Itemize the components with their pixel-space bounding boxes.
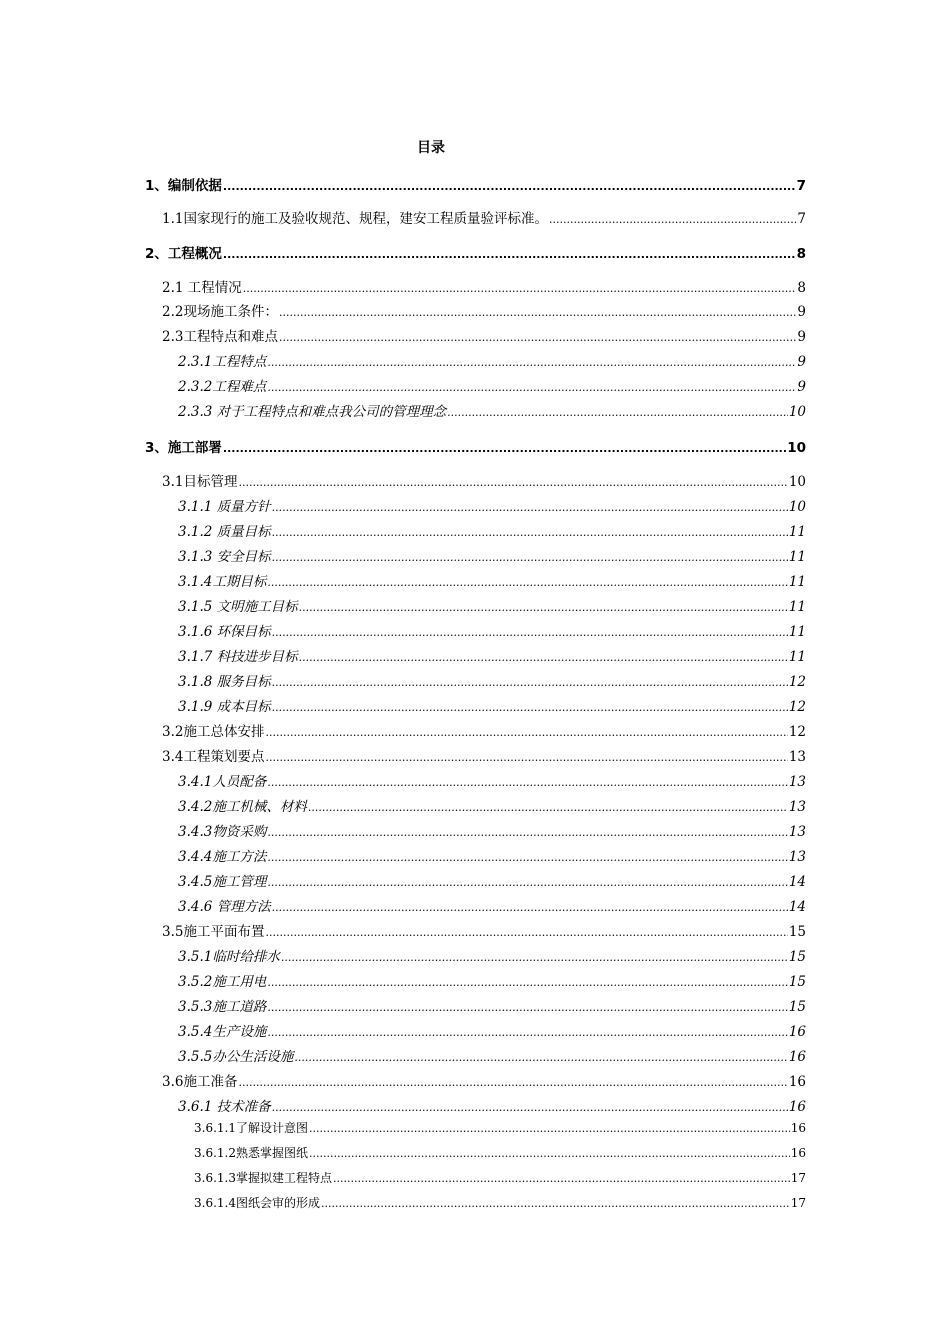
toc-entry[interactable] bbox=[178, 495, 806, 515]
toc-entry-label: 3.1.4工期目标 bbox=[178, 574, 267, 590]
toc-entry[interactable] bbox=[145, 242, 806, 262]
toc-entry-label: 2.3.1工程特点 bbox=[178, 354, 267, 370]
toc-entry-page: 11 bbox=[788, 524, 806, 540]
dot-leader bbox=[308, 801, 788, 814]
toc-entry-label: 3.5.5办公生活设施 bbox=[178, 1049, 294, 1065]
toc-entry-page: 7 bbox=[797, 211, 806, 227]
toc-entry-page: 10 bbox=[788, 404, 806, 420]
toc-entry-label: 3.5.3施工道路 bbox=[178, 999, 267, 1015]
toc-entry-page: 13 bbox=[788, 849, 806, 865]
toc-entry-page: 16 bbox=[790, 1121, 806, 1135]
toc-entry-label: 3.5.2施工用电 bbox=[178, 974, 267, 990]
toc-entry-label: 2、工程概况 bbox=[145, 246, 222, 262]
toc-entry-label: 3.2施工总体安排 bbox=[162, 724, 265, 740]
dot-leader bbox=[447, 406, 788, 419]
dot-leader bbox=[272, 551, 788, 564]
toc-entry[interactable] bbox=[178, 845, 806, 865]
toc-entry[interactable] bbox=[178, 695, 806, 715]
dot-leader bbox=[267, 576, 787, 589]
dot-leader bbox=[238, 1076, 787, 1089]
toc-entry[interactable] bbox=[178, 795, 806, 815]
toc-entry-label: 3.6.1.3掌握拟建工程特点 bbox=[194, 1171, 332, 1185]
toc-entry-label: 1.1国家现行的施工及验收规范、规程，建安工程质量验评标准。 bbox=[162, 211, 548, 227]
toc-entry[interactable] bbox=[162, 745, 806, 765]
toc-entry[interactable] bbox=[178, 945, 806, 965]
toc-entry[interactable] bbox=[162, 276, 806, 296]
dot-leader bbox=[272, 901, 788, 914]
toc-entry[interactable] bbox=[194, 1119, 806, 1136]
toc-entry[interactable] bbox=[162, 1070, 806, 1090]
toc-entry-label: 3.5施工平面布置 bbox=[162, 924, 265, 940]
toc-entry-label: 3、施工部署 bbox=[145, 440, 222, 456]
dot-leader bbox=[272, 526, 788, 539]
toc-entry-page: 10 bbox=[788, 474, 806, 490]
dot-leader bbox=[549, 213, 796, 226]
toc-entry-label: 3.4.4施工方法 bbox=[178, 849, 267, 865]
toc-entry-label: 3.5.1临时给排水 bbox=[178, 949, 280, 965]
toc-entry-page: 16 bbox=[788, 1024, 806, 1040]
toc-entry-page: 11 bbox=[788, 599, 806, 615]
toc-entry[interactable] bbox=[194, 1194, 806, 1211]
toc-entry-label: 3.1.6 环保目标 bbox=[178, 624, 271, 640]
toc-entry-page: 8 bbox=[796, 246, 806, 262]
dot-leader bbox=[321, 1197, 790, 1210]
dot-leader bbox=[267, 826, 787, 839]
toc-entry[interactable] bbox=[162, 325, 806, 345]
toc-entry-label: 1、编制依据 bbox=[145, 178, 222, 194]
toc-entry-label: 2.3.2工程难点 bbox=[178, 379, 267, 395]
toc-entry[interactable] bbox=[162, 300, 806, 320]
toc-entry[interactable] bbox=[194, 1169, 806, 1186]
toc-entry-label: 3.4工程策划要点 bbox=[162, 749, 265, 765]
toc-title: 目录 bbox=[417, 140, 445, 156]
toc-entry[interactable] bbox=[178, 595, 806, 615]
toc-entry-page: 10 bbox=[787, 440, 806, 456]
dot-leader bbox=[272, 1101, 788, 1114]
toc-entry-label: 3.6.1.4图纸会审的形成 bbox=[194, 1196, 320, 1210]
toc-entry[interactable] bbox=[178, 570, 806, 590]
dot-leader bbox=[265, 751, 787, 764]
toc-entry-page: 10 bbox=[788, 499, 806, 515]
dot-leader bbox=[267, 776, 787, 789]
toc-entry[interactable] bbox=[162, 720, 806, 740]
toc-entry-label: 3.1.3 安全目标 bbox=[178, 549, 271, 565]
toc-entry-label: 3.1.9 成本目标 bbox=[178, 699, 271, 715]
toc-entry-label: 3.4.5施工管理 bbox=[178, 874, 267, 890]
toc-entry-label: 3.6.1.2熟悉掌握图纸 bbox=[194, 1146, 308, 1160]
dot-leader bbox=[272, 701, 788, 714]
toc-entry-page: 9 bbox=[797, 379, 806, 395]
toc-entry-page: 17 bbox=[790, 1196, 806, 1210]
toc-entry-label: 2.2现场施工条件： bbox=[162, 304, 278, 320]
toc-entry-label: 2.3工程特点和难点 bbox=[162, 329, 278, 345]
toc-entry-page: 15 bbox=[788, 949, 806, 965]
toc-entry[interactable] bbox=[178, 545, 806, 565]
toc-entry-page: 11 bbox=[788, 549, 806, 565]
dot-leader bbox=[267, 876, 787, 889]
toc-entry-label: 3.6.1 技术准备 bbox=[178, 1099, 271, 1115]
dot-leader bbox=[272, 501, 788, 514]
toc-entry-label: 3.1.5 文明施工目标 bbox=[178, 599, 298, 615]
toc-entry-page: 13 bbox=[788, 824, 806, 840]
toc-entry-page: 16 bbox=[788, 1099, 806, 1115]
toc-entry-page: 11 bbox=[788, 624, 806, 640]
toc-entry[interactable] bbox=[178, 1020, 806, 1040]
toc-entry[interactable] bbox=[162, 470, 806, 490]
toc-entry[interactable] bbox=[145, 174, 806, 194]
toc-entry[interactable] bbox=[178, 970, 806, 990]
toc-entry-page: 16 bbox=[788, 1049, 806, 1065]
dot-leader bbox=[265, 926, 787, 939]
toc-entry[interactable] bbox=[178, 645, 806, 665]
toc-entry-page: 9 bbox=[797, 354, 806, 370]
toc-entry-page: 13 bbox=[788, 749, 806, 765]
toc-entry[interactable] bbox=[178, 895, 806, 915]
toc-entry-page: 15 bbox=[788, 999, 806, 1015]
toc-entry-page: 13 bbox=[788, 799, 806, 815]
toc-entry-page: 11 bbox=[788, 649, 806, 665]
toc-entry-label: 2.3.3 对于工程特点和难点我公司的管理理念 bbox=[178, 404, 447, 420]
dot-leader bbox=[299, 651, 788, 664]
dot-leader bbox=[243, 282, 797, 295]
dot-leader bbox=[299, 601, 788, 614]
toc-entry[interactable] bbox=[178, 350, 806, 370]
toc-entry-page: 12 bbox=[788, 699, 806, 715]
toc-entry-page: 12 bbox=[788, 674, 806, 690]
toc-entry-label: 3.1.1 质量方针 bbox=[178, 499, 271, 515]
toc-entry-label: 3.6.1.1了解设计意图 bbox=[194, 1121, 308, 1135]
dot-leader bbox=[279, 331, 796, 344]
dot-leader bbox=[223, 248, 796, 261]
dot-leader bbox=[223, 442, 786, 455]
toc-entry-label: 3.4.3物资采购 bbox=[178, 824, 267, 840]
toc-entry-label: 2.1 工程情况 bbox=[162, 280, 242, 296]
toc-entry-page: 9 bbox=[797, 329, 806, 345]
dot-leader bbox=[267, 381, 796, 394]
toc-entry-page: 15 bbox=[788, 974, 806, 990]
toc-entry-page: 13 bbox=[788, 774, 806, 790]
toc-entry-page: 16 bbox=[788, 1074, 806, 1090]
toc-entry[interactable] bbox=[178, 995, 806, 1015]
toc-entry-label: 3.1.8 服务目标 bbox=[178, 674, 271, 690]
dot-leader bbox=[281, 951, 788, 964]
toc-entry[interactable] bbox=[178, 520, 806, 540]
toc-entry-label: 3.6施工准备 bbox=[162, 1074, 238, 1090]
toc-entry[interactable] bbox=[178, 1095, 806, 1115]
dot-leader bbox=[267, 1001, 787, 1014]
toc-entry[interactable] bbox=[194, 1144, 806, 1161]
toc-entry-page: 8 bbox=[797, 280, 806, 296]
dot-leader bbox=[279, 306, 796, 319]
toc-entry-page: 15 bbox=[788, 924, 806, 940]
dot-leader bbox=[267, 356, 796, 369]
toc-entry[interactable] bbox=[178, 375, 806, 395]
toc-entry-label: 3.1目标管理 bbox=[162, 474, 238, 490]
toc-entry-page: 9 bbox=[797, 304, 806, 320]
dot-leader bbox=[223, 180, 796, 193]
toc-entry-page: 14 bbox=[788, 899, 806, 915]
toc-entry-page: 16 bbox=[790, 1146, 806, 1160]
toc-entry[interactable] bbox=[145, 436, 806, 456]
dot-leader bbox=[238, 476, 787, 489]
dot-leader bbox=[272, 626, 788, 639]
toc-entry-page: 7 bbox=[796, 178, 806, 194]
dot-leader bbox=[265, 726, 787, 739]
dot-leader bbox=[309, 1122, 790, 1135]
dot-leader bbox=[333, 1172, 790, 1185]
toc-entry[interactable] bbox=[178, 1045, 806, 1065]
toc-entry[interactable] bbox=[178, 620, 806, 640]
toc-entry[interactable] bbox=[178, 770, 806, 790]
toc-entry-label: 3.1.7 科技进步目标 bbox=[178, 649, 298, 665]
dot-leader bbox=[267, 1026, 787, 1039]
toc-entry[interactable] bbox=[178, 820, 806, 840]
toc-entry-page: 12 bbox=[788, 724, 806, 740]
toc-entry-label: 3.1.2 质量目标 bbox=[178, 524, 271, 540]
toc-entry-page: 17 bbox=[790, 1171, 806, 1185]
toc-entry-label: 3.4.1人员配备 bbox=[178, 774, 267, 790]
dot-leader bbox=[309, 1147, 790, 1160]
dot-leader bbox=[272, 676, 788, 689]
toc-entry[interactable] bbox=[162, 207, 806, 227]
toc-entry-page: 11 bbox=[788, 574, 806, 590]
toc-entry-label: 3.4.2施工机械、材料 bbox=[178, 799, 307, 815]
toc-entry-label: 3.5.4生产设施 bbox=[178, 1024, 267, 1040]
toc-entry[interactable] bbox=[162, 920, 806, 940]
toc-entry[interactable] bbox=[178, 400, 806, 420]
dot-leader bbox=[267, 976, 787, 989]
toc-entry-page: 14 bbox=[788, 874, 806, 890]
dot-leader bbox=[267, 851, 787, 864]
toc-entry[interactable] bbox=[178, 870, 806, 890]
toc-entry-label: 3.4.6 管理方法 bbox=[178, 899, 271, 915]
dot-leader bbox=[294, 1051, 787, 1064]
toc-entry[interactable] bbox=[178, 670, 806, 690]
